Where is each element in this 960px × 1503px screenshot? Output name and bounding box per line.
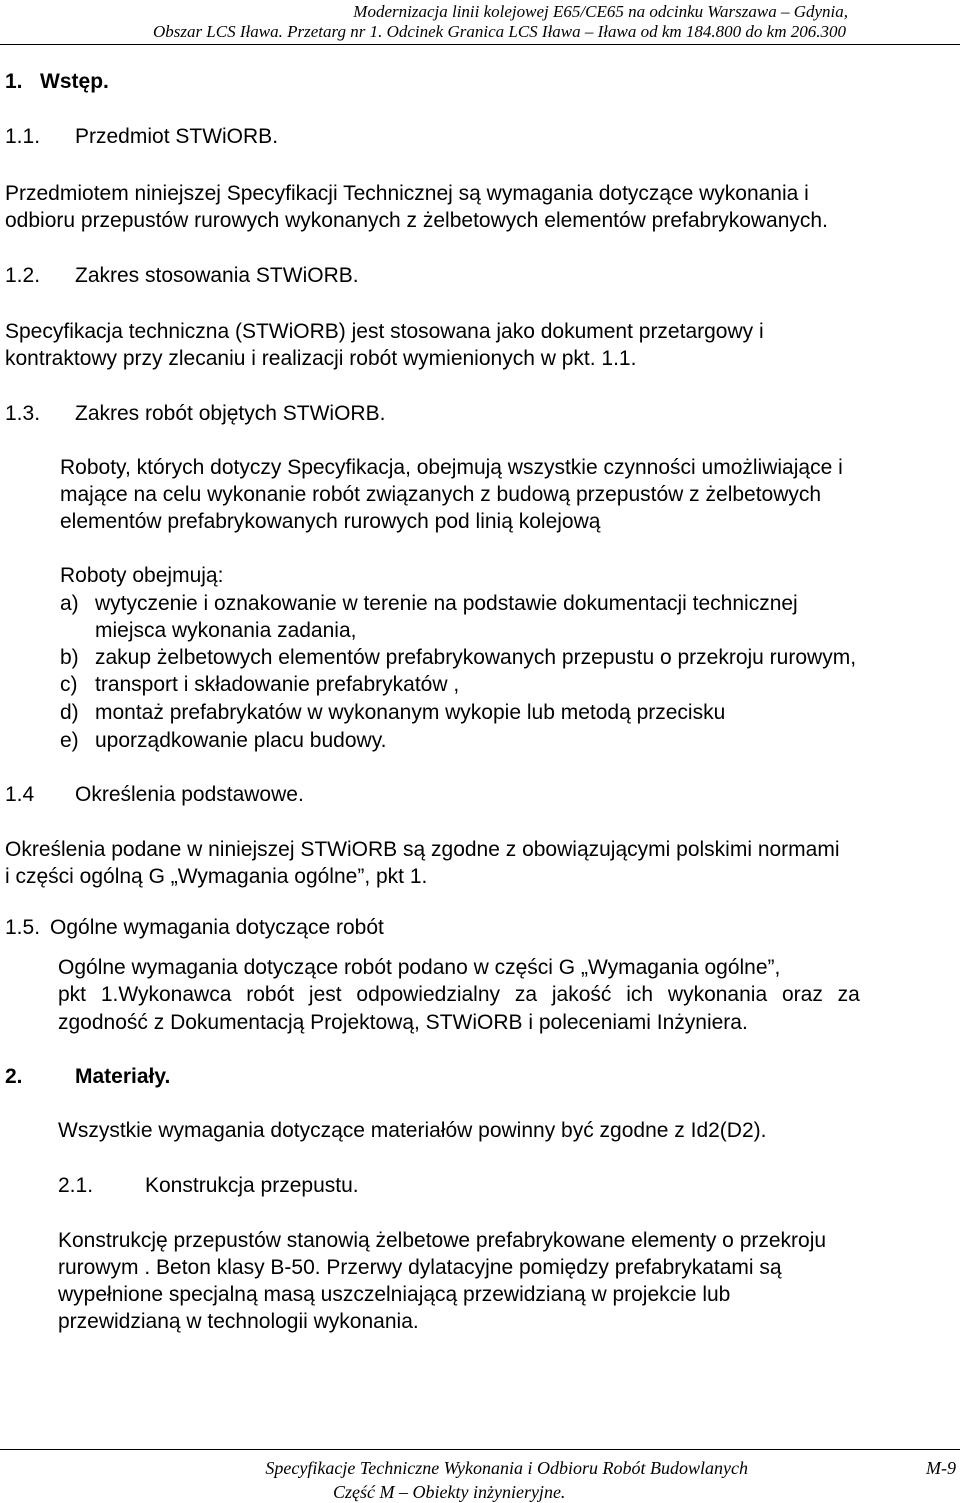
list-item: b) zakup żelbetowych elementów prefabrykowanych przepustu o przekroju rurowym, bbox=[60, 646, 857, 669]
section-1-3-heading: 1.3. Zakres robót objętych STWiORB. bbox=[5, 402, 386, 425]
list-intro: Roboty obejmują: bbox=[60, 564, 224, 587]
footer-title: Specyfikacje Techniczne Wykonania i Odbioru Robót Budowlanych bbox=[265, 1458, 748, 1478]
paragraph: Określenia podane w niniejszej STWiORB są zgodne z obowiązującymi polskimi normami bbox=[5, 838, 840, 861]
paragraph: Specyfikacja techniczna (STWiORB) jest stosowana jako dokument przetargowy i bbox=[5, 320, 764, 343]
paragraph: elementów prefabrykowanych rurowych pod linią kolejową bbox=[60, 510, 601, 533]
section-1-heading: 1. Wstęp. bbox=[5, 70, 109, 93]
paragraph: kontraktowy przy zlecaniu i realizacji robót wymienionych w pkt. 1.1. bbox=[5, 347, 637, 370]
list-item-continuation: miejsca wykonania zadania, bbox=[95, 619, 357, 642]
footer-rule bbox=[0, 1449, 960, 1450]
list-item: d) montaż prefabrykatów w wykonanym wykopie lub metodą przecisku bbox=[60, 701, 726, 724]
paragraph: Ogólne wymagania dotyczące robót podano w części G „Wymagania ogólne”, bbox=[58, 956, 781, 979]
paragraph: Przedmiotem niniejszej Specyfikacji Technicznej są wymagania dotyczące wykonania i bbox=[5, 182, 809, 205]
paragraph: Wszystkie wymagania dotyczące materiałów powinny być zgodne z Id2(D2). bbox=[58, 1119, 767, 1142]
paragraph: przewidzianą w technologii wykonania. bbox=[58, 1310, 419, 1333]
section-1-1-heading: 1.1. Przedmiot STWiORB. bbox=[5, 125, 279, 148]
paragraph: Konstrukcję przepustów stanowią żelbetowe prefabrykowane elementy o przekroju bbox=[58, 1229, 827, 1252]
section-1-5-heading: 1.5. Ogólne wymagania dotyczące robót bbox=[5, 916, 384, 939]
section-1-2-heading: 1.2. Zakres stosowania STWiORB. bbox=[5, 264, 359, 287]
paragraph: mające na celu wykonanie robót związanych z budową przepustów z żelbetowych bbox=[60, 483, 822, 506]
footer-subtitle: Część M – Obiekty inżynieryjne. bbox=[333, 1482, 566, 1502]
running-header-line1: Modernizacja linii kolejowej E65/CE65 na odcinku Warszawa – Gdynia, bbox=[353, 2, 848, 21]
section-2-1-heading: 2.1. Konstrukcja przepustu. bbox=[58, 1174, 359, 1197]
list-item: a) wytyczenie i oznakowanie w terenie na podstawie dokumentacji technicznej bbox=[60, 592, 798, 615]
running-header-line2: Obszar LCS Iława. Przetarg nr 1. Odcinek Granica LCS Iława – Iława od km 184.800 do km 206.300 bbox=[152, 22, 846, 41]
list-item: c) transport i składowanie prefabrykatów , bbox=[60, 673, 460, 696]
header-rule bbox=[0, 44, 960, 45]
page-number: M-9 bbox=[926, 1458, 956, 1478]
paragraph: odbioru przepustów rurowych wykonanych z żelbetowych elementów prefabrykowanych. bbox=[5, 209, 828, 232]
paragraph: i części ogólną G „Wymagania ogólne”, pkt 1. bbox=[5, 865, 428, 888]
paragraph: Roboty, których dotyczy Specyfikacja, obejmują wszystkie czynności umożliwiające i bbox=[60, 456, 843, 479]
paragraph: rurowym . Beton klasy B-50. Przerwy dylatacyjne pomiędzy prefabrykatami są bbox=[58, 1256, 782, 1279]
paragraph: pkt 1.Wykonawca robót jest odpowiedzialny za jakość ich wykonania oraz za bbox=[58, 983, 860, 1006]
section-2-heading: 2. Materiały. bbox=[5, 1065, 171, 1088]
list-item: e) uporządkowanie placu budowy. bbox=[60, 729, 387, 752]
paragraph: wypełnione specjalną masą uszczelniającą przewidzianą w projekcie lub bbox=[58, 1283, 731, 1306]
section-1-4-heading: 1.4 Określenia podstawowe. bbox=[5, 783, 304, 806]
paragraph: zgodność z Dokumentacją Projektową, STWiORB i poleceniami Inżyniera. bbox=[58, 1011, 748, 1034]
